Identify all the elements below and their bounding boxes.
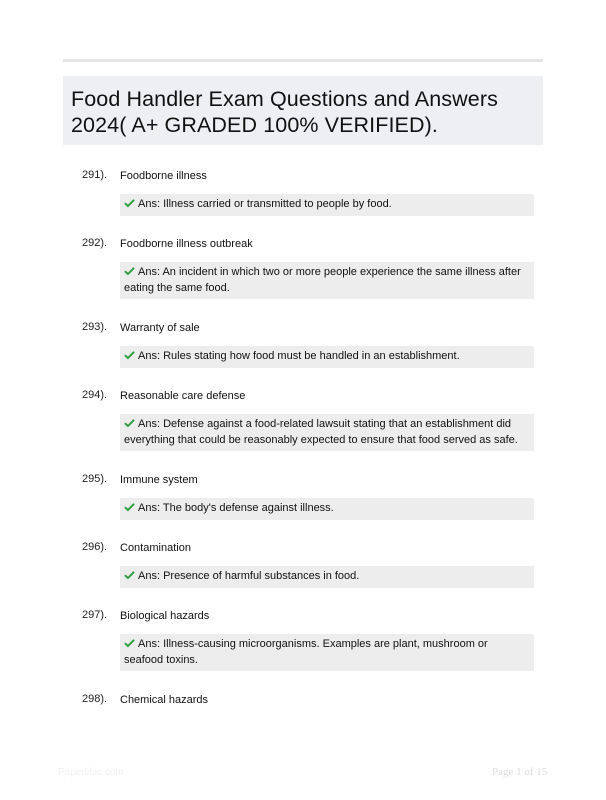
title-banner: [63, 76, 543, 145]
question-number: 293).: [82, 321, 108, 333]
top-divider: [63, 59, 543, 62]
question-term: Warranty of sale: [120, 322, 200, 334]
answer-text: Ans: Presence of harmful substances in food.: [138, 570, 360, 582]
document-title: [71, 86, 533, 138]
question-term: Contamination: [120, 542, 191, 554]
question-number: 292).: [82, 237, 108, 249]
answer-box: [120, 346, 534, 368]
question-term: Biological hazards: [120, 610, 210, 622]
question-number: 296).: [82, 541, 108, 553]
checkmark-icon: [124, 502, 135, 512]
question-number: 294).: [82, 389, 108, 401]
question-term: Foodborne illness outbreak: [120, 238, 253, 250]
answer-box: [120, 566, 534, 588]
answer-box: [120, 262, 534, 299]
answer-text: Ans: Defense against a food-related lawsuit stating that an establishment did everything that could be reasonably expected to ensure that food served as safe.: [124, 418, 518, 446]
question-term: Foodborne illness: [120, 170, 207, 182]
checkmark-icon: [124, 350, 135, 360]
question-number: 295).: [82, 473, 108, 485]
answer-text: Ans: An incident in which two or more people experience the same illness after eating the same food.: [124, 266, 521, 294]
answer-text: Ans: Illness carried or transmitted to people by food.: [138, 198, 392, 210]
page-indicator: Page 1 of 15: [492, 766, 548, 778]
checkmark-icon: [124, 418, 135, 428]
question-number: 291).: [82, 169, 108, 181]
question-term: Immune system: [120, 474, 198, 486]
question-term: Chemical hazards: [120, 694, 209, 706]
question-number: 298).: [82, 693, 108, 705]
answer-box: [120, 498, 534, 520]
answer-text: Ans: Illness-causing microorganisms. Examples are plant, mushroom or seafood toxins.: [124, 638, 488, 666]
answer-box: [120, 634, 534, 671]
checkmark-icon: [124, 570, 135, 580]
question-term: Reasonable care defense: [120, 390, 246, 402]
checkmark-icon: [124, 638, 135, 648]
answer-text: Ans: The body's defense against illness.: [138, 502, 334, 514]
checkmark-icon: [124, 198, 135, 208]
answer-box: [120, 414, 534, 451]
title-line-2: 2024( A+ GRADED 100% VERIFIED).: [71, 113, 438, 137]
title-line-1: Food Handler Exam Questions and Answers: [71, 87, 498, 111]
answer-text: Ans: Rules stating how food must be handled in an establishment.: [138, 350, 460, 362]
checkmark-icon: [124, 266, 135, 276]
question-number: 297).: [82, 609, 108, 621]
answer-box: [120, 194, 534, 216]
footer-watermark: Paperlibic.com: [58, 767, 124, 778]
